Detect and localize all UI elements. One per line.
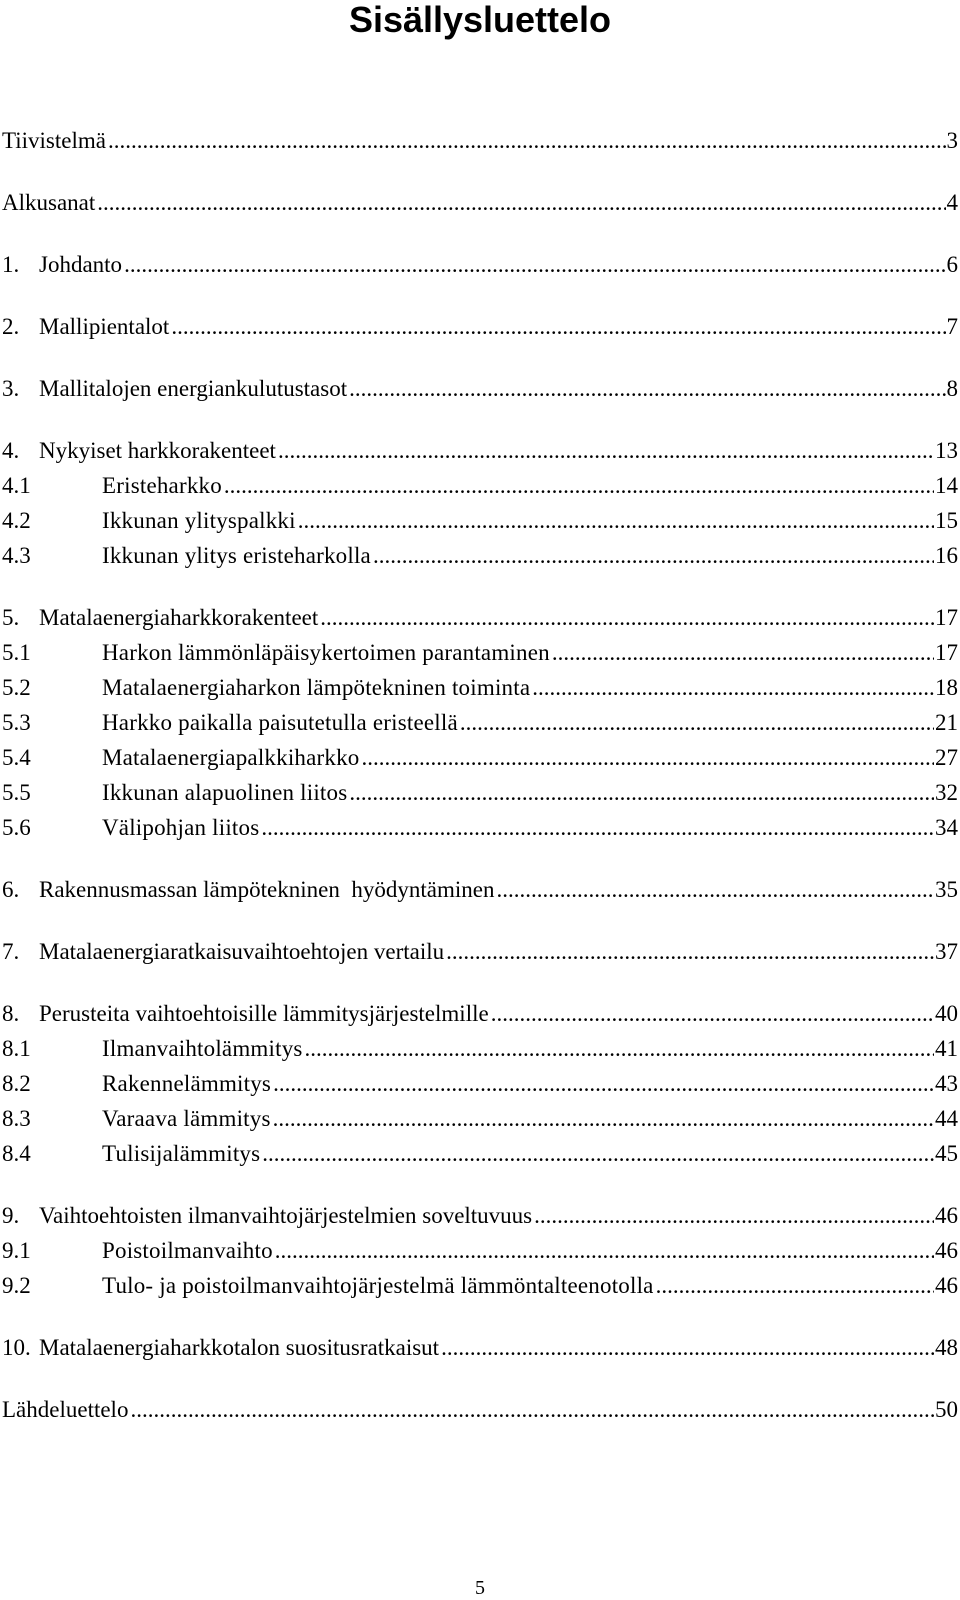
- toc-entry[interactable]: [2, 248, 958, 283]
- toc-entry-number: 8.1: [2, 1036, 31, 1061]
- toc-entry[interactable]: [2, 1137, 958, 1172]
- toc-entry[interactable]: [2, 1331, 958, 1366]
- toc-entry-number: 9.1: [2, 1238, 31, 1263]
- toc-entry-number: 4.3: [2, 543, 31, 568]
- toc-entry-number: 4.: [2, 438, 20, 463]
- toc-dot-leader: [532, 671, 934, 705]
- toc-entry[interactable]: [2, 811, 958, 846]
- toc-entry-page: 41: [935, 1036, 958, 1061]
- toc-entry-page: 4: [946, 190, 958, 215]
- toc-entry[interactable]: [2, 671, 958, 706]
- toc-entry[interactable]: [2, 372, 958, 407]
- toc-entry-label: Matalaenergiaratkaisuvaihtoehtojen vertailu: [39, 939, 445, 964]
- toc-entry-page: 17: [935, 605, 958, 630]
- toc-entry-page: 32: [935, 780, 958, 805]
- toc-entry-label: Perusteita vaihtoehtoisille lämmitysjärjestelmille: [39, 1001, 489, 1026]
- toc-dot-leader: [305, 1032, 934, 1066]
- toc-entry-number: 1.: [2, 252, 20, 277]
- toc-entry-number: 5.1: [2, 640, 31, 665]
- toc-entry-number: 8.2: [2, 1071, 31, 1096]
- toc-entry-page: 46: [935, 1273, 958, 1298]
- toc-dot-leader: [496, 873, 934, 907]
- toc-dot-leader: [273, 1102, 934, 1136]
- toc-entry-page: 7: [946, 314, 958, 339]
- toc-entry-page: 46: [935, 1238, 958, 1263]
- toc-entry-page: 16: [935, 543, 958, 568]
- toc-dot-leader: [552, 636, 934, 670]
- toc-entry[interactable]: [2, 504, 958, 539]
- toc-entry-number: 9.: [2, 1203, 20, 1228]
- toc-entry-label: Rakennusmassan lämpötekninen hyödyntäminen: [39, 877, 495, 902]
- toc-entry-label: Ikkunan alapuolinen liitos: [102, 780, 348, 805]
- toc-entry-label: Välipohjan liitos: [102, 815, 260, 840]
- toc-entry-number: 7.: [2, 939, 20, 964]
- toc-dot-leader: [171, 310, 945, 344]
- toc-entry-label: Ikkunan ylityspalkki: [102, 508, 296, 533]
- toc-entry-page: 17: [935, 640, 958, 665]
- toc-dot-leader: [349, 372, 945, 406]
- toc-entry-number: 5.5: [2, 780, 31, 805]
- toc-entry-number: 2.: [2, 314, 20, 339]
- toc-dot-leader: [460, 706, 934, 740]
- toc-entry-number: 8.4: [2, 1141, 31, 1166]
- toc-entry-number: 5.2: [2, 675, 31, 700]
- toc-entry[interactable]: [2, 469, 958, 504]
- toc-entry-page: 21: [935, 710, 958, 735]
- page-title: Sisällysluettelo: [348, 0, 612, 40]
- toc-dot-leader: [273, 1067, 934, 1101]
- toc-entry-page: 34: [935, 815, 958, 840]
- toc-entry-number: 6.: [2, 877, 20, 902]
- table-of-contents: [2, 124, 958, 1428]
- toc-dot-leader: [441, 1331, 934, 1365]
- toc-dot-leader: [97, 186, 945, 220]
- toc-entry[interactable]: [2, 776, 958, 811]
- toc-dot-leader: [124, 248, 945, 282]
- toc-entry[interactable]: [2, 124, 958, 159]
- toc-entry-page: 13: [935, 438, 958, 463]
- toc-entry-page: 40: [935, 1001, 958, 1026]
- toc-dot-leader: [656, 1269, 934, 1303]
- toc-entry-number: 9.2: [2, 1273, 31, 1298]
- toc-entry-label: Alkusanat: [2, 190, 96, 215]
- toc-entry-number: 8.: [2, 1001, 20, 1026]
- toc-entry[interactable]: [2, 1199, 958, 1234]
- toc-entry-label: Mallitalojen energiankulutustasot: [39, 376, 348, 401]
- toc-entry[interactable]: [2, 310, 958, 345]
- toc-dot-leader: [373, 539, 934, 573]
- toc-entry[interactable]: [2, 539, 958, 574]
- toc-entry-number: 4.2: [2, 508, 31, 533]
- toc-entry-page: 50: [935, 1397, 958, 1422]
- toc-entry[interactable]: [2, 1032, 958, 1067]
- toc-entry-number: 4.1: [2, 473, 31, 498]
- toc-entry-page: 8: [946, 376, 958, 401]
- toc-entry-label: Poistoilmanvaihto: [102, 1238, 273, 1263]
- toc-entry[interactable]: [2, 997, 958, 1032]
- toc-entry-label: Harkon lämmönläpäisykertoimen parantaminen: [102, 640, 550, 665]
- toc-dot-leader: [361, 741, 934, 775]
- toc-dot-leader: [320, 601, 934, 635]
- toc-entry-number: 5.3: [2, 710, 31, 735]
- toc-dot-leader: [349, 776, 934, 810]
- toc-entry-page: 45: [935, 1141, 958, 1166]
- toc-entry[interactable]: [2, 706, 958, 741]
- toc-entry[interactable]: [2, 1269, 958, 1304]
- toc-entry-page: 6: [946, 252, 958, 277]
- toc-entry-page: 14: [935, 473, 958, 498]
- toc-entry-page: 15: [935, 508, 958, 533]
- toc-entry-label: Johdanto: [39, 252, 123, 277]
- toc-entry[interactable]: [2, 186, 958, 221]
- toc-entry-number: 8.3: [2, 1106, 31, 1131]
- toc-entry-label: Mallipientalot: [39, 314, 170, 339]
- toc-entry-page: 48: [935, 1335, 958, 1360]
- toc-dot-leader: [446, 935, 934, 969]
- toc-entry-number: 5.6: [2, 815, 31, 840]
- toc-entry-label: Nykyiset harkkorakenteet: [39, 438, 276, 463]
- toc-dot-leader: [534, 1199, 934, 1233]
- toc-entry-label: Tulo- ja poistoilmanvaihtojärjestelmä lämmöntalteenotolla: [102, 1273, 654, 1298]
- toc-entry[interactable]: [2, 601, 958, 636]
- toc-entry[interactable]: [2, 434, 958, 469]
- toc-entry[interactable]: [2, 873, 958, 908]
- toc-entry-page: 27: [935, 745, 958, 770]
- toc-entry-label: Tiivistelmä: [2, 128, 106, 153]
- toc-dot-leader: [262, 1137, 934, 1171]
- toc-dot-leader: [130, 1393, 934, 1427]
- toc-dot-leader: [108, 124, 946, 158]
- toc-entry-number: 3.: [2, 376, 20, 401]
- toc-dot-leader: [278, 434, 934, 468]
- toc-entry-label: Matalaenergiapalkkiharkko: [102, 745, 360, 770]
- toc-entry-page: 43: [935, 1071, 958, 1096]
- toc-dot-leader: [261, 811, 934, 845]
- toc-entry-label: Matalaenergiaharkkorakenteet: [39, 605, 319, 630]
- toc-entry-label: Ikkunan ylitys eristeharkolla: [102, 543, 371, 568]
- toc-dot-leader: [491, 997, 934, 1031]
- toc-entry-page: 44: [935, 1106, 958, 1131]
- toc-entry-page: 3: [946, 128, 958, 153]
- toc-entry-label: Tulisijalämmitys: [102, 1141, 261, 1166]
- toc-entry-label: Matalaenergiaharkon lämpötekninen toiminta: [102, 675, 531, 700]
- toc-dot-leader: [275, 1234, 934, 1268]
- toc-entry-number: 5.: [2, 605, 20, 630]
- toc-entry-label: Eristeharkko: [102, 473, 222, 498]
- toc-entry[interactable]: [2, 636, 958, 671]
- toc-entry-label: Varaava lämmitys: [102, 1106, 271, 1131]
- toc-entry-page: 46: [935, 1203, 958, 1228]
- toc-entry-label: Rakennelämmitys: [102, 1071, 272, 1096]
- toc-entry[interactable]: [2, 1234, 958, 1269]
- toc-dot-leader: [224, 469, 934, 503]
- toc-entry[interactable]: [2, 1067, 958, 1102]
- toc-entry-page: 18: [935, 675, 958, 700]
- toc-entry-number: 10.: [2, 1335, 31, 1360]
- toc-entry[interactable]: [2, 1393, 958, 1428]
- toc-entry-number: 5.4: [2, 745, 31, 770]
- toc-entry-label: Matalaenergiaharkkotalon suositusratkaisut: [39, 1335, 440, 1360]
- toc-entry-label: Harkko paikalla paisutetulla eristeellä: [102, 710, 458, 735]
- page-number: 5: [475, 1577, 485, 1599]
- toc-entry[interactable]: [2, 741, 958, 776]
- toc-entry[interactable]: [2, 935, 958, 970]
- toc-dot-leader: [298, 504, 934, 538]
- toc-entry[interactable]: [2, 1102, 958, 1137]
- toc-entry-page: 35: [935, 877, 958, 902]
- toc-entry-label: Lähdeluettelo: [2, 1397, 129, 1422]
- toc-entry-label: Vaihtoehtoisten ilmanvaihtojärjestelmien soveltuvuus: [39, 1203, 533, 1228]
- toc-entry-label: Ilmanvaihtolämmitys: [102, 1036, 303, 1061]
- toc-entry-page: 37: [935, 939, 958, 964]
